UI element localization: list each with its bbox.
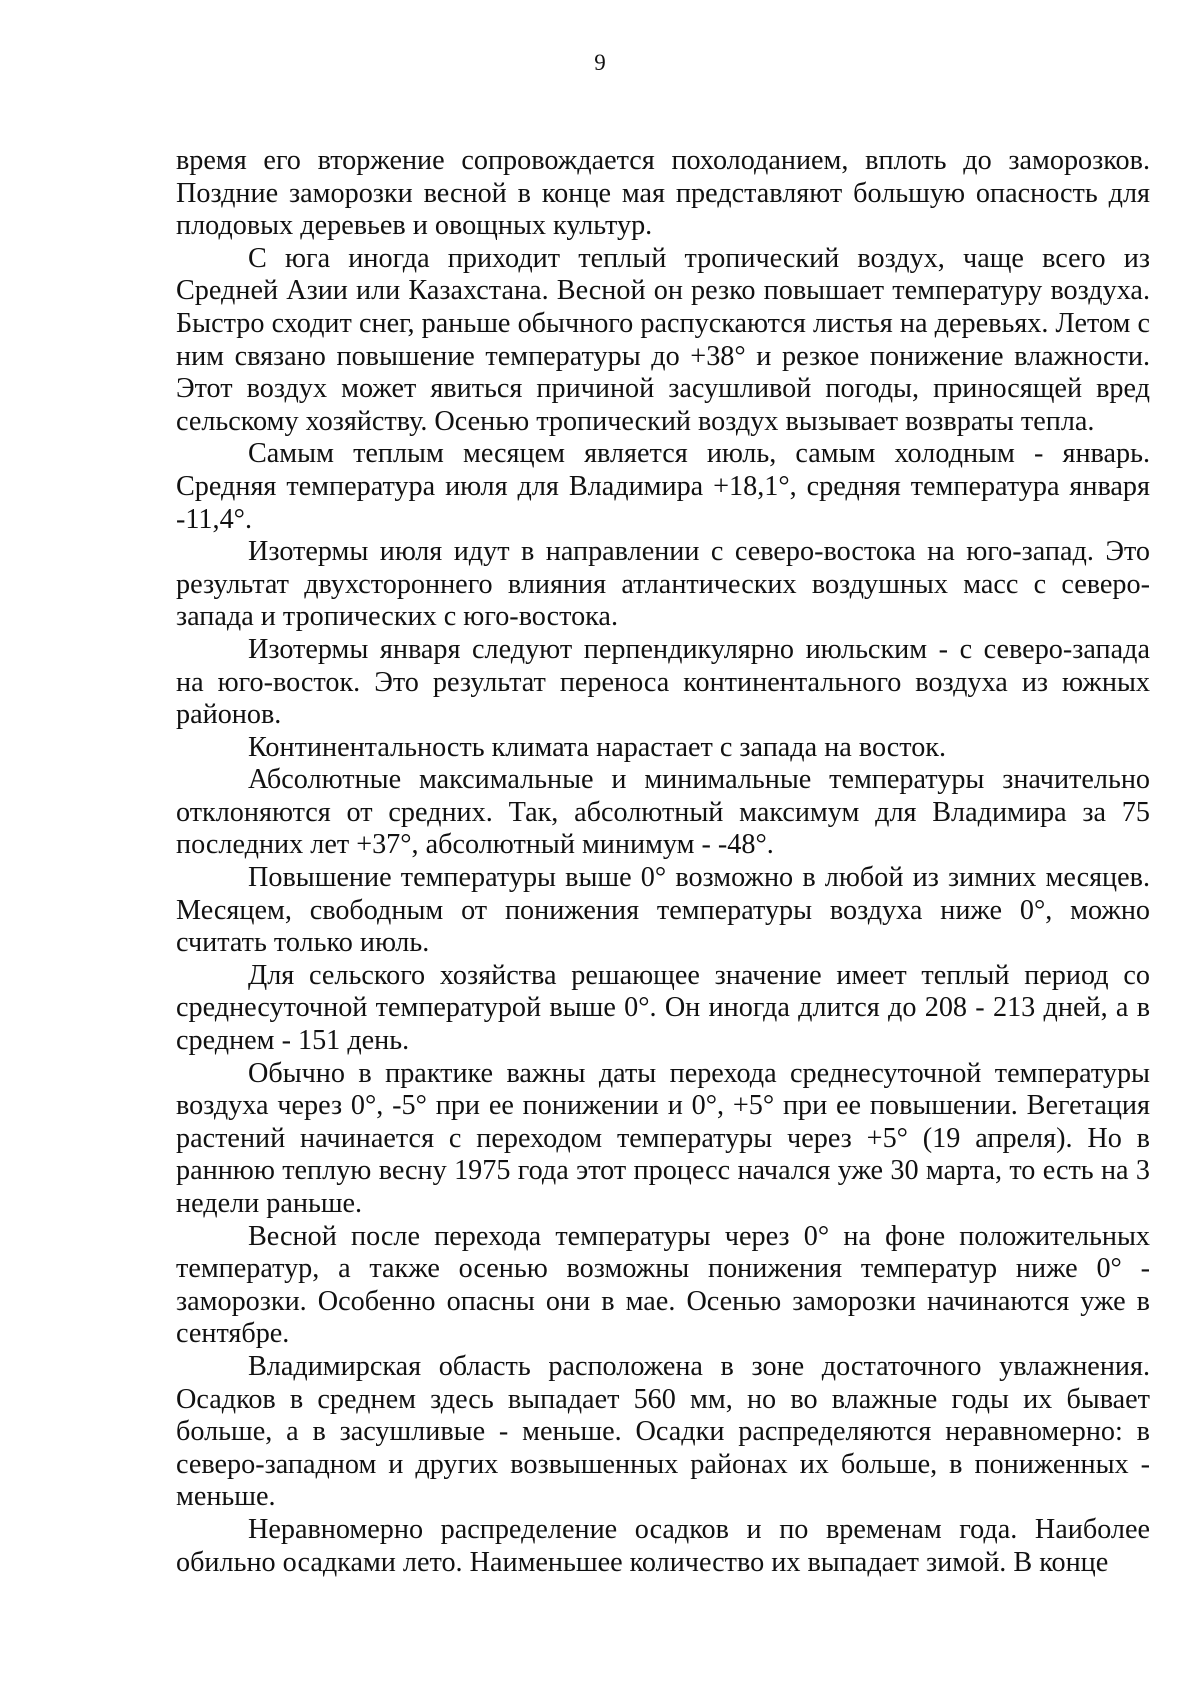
paragraph-winter-thaws: Повышение температуры выше 0° возможно в любой из зимних месяцев. Месяцем, свободным от понижения температуры воздуха ниже 0°, можно считать только июль. (176, 862, 1150, 959)
page-number: 9 (594, 50, 606, 75)
paragraph-tropical-air: С юга иногда приходит теплый тропический воздух, чаще всего из Средней Азии или Казахстана. Весной он резко повышает температуру воздуха. Быстро сходит снег, раньше обычного распускаются листья на деревьях. Летом с ним связано повышение температуры до +38° и резкое понижение влажности. Этот воздух может явиться причиной засушливой погоды, приносящей вред сельскому хозяйству. Осенью тропический воздух вызывает возвраты тепла. (176, 242, 1150, 437)
paragraph-continentality: Континентальность климата нарастает с запада на восток. (248, 731, 947, 763)
paragraph-frosts: Весной после перехода температуры через 0° на фоне положительных температур, а также осенью возможны понижения температур ниже 0° - заморозки. Особенно опасны они в мае. Осенью заморозки начинаются уже в сентябре. (176, 1220, 1150, 1350)
paragraph-warm-period: Для сельского хозяйства решающее значение имеет теплый период со среднесуточной температурой выше 0°. Он иногда длится до 208 - 213 дней, а в среднем - 151 день. (176, 959, 1150, 1057)
paragraph-january-isotherms: Изотермы января следуют перпендикулярно июльским - с северо-запада на юго-восток. Это результат переноса континентального воздуха из южных районов. (176, 633, 1150, 731)
paragraph-absolute-temperatures: Абсолютные максимальные и минимальные температуры значительно отклоняются от средних. Так, абсолютный максимум для Владимира за 75 последних лет +37°, абсолютный минимум - -48°. (176, 764, 1150, 861)
paragraph-july-isotherms: Изотермы июля идут в направлении с северо-востока на юго-запад. Это результат двухстороннего влияния атлантических воздушных масс с северо-запада и тропических с юго-востока. (176, 536, 1150, 633)
paragraph-seasonal-precipitation: Неравномерно распределение осадков и по временам года. Наиболее обильно осадками лето. Наименьшее количество их выпадает зимой. В конце (176, 1513, 1150, 1578)
document-body (176, 145, 1150, 1579)
paragraph-transition-dates: Обычно в практике важны даты перехода среднесуточной температуры воздуха через 0°, -5° при ее понижении и 0°, +5° при ее повышении. Вегетация растений начинается с переходом температуры через +5° (19 апреля). Но в раннюю теплую весну 1975 года этот процесс начался уже 30 марта, то есть на 3 недели раньше. (176, 1057, 1150, 1219)
paragraph-continuation: время его вторжение сопровождается похолоданием, вплоть до заморозков. Поздние заморозки весной в конце мая представляют большую опасность для плодовых деревьев и овощных культур. (176, 145, 1150, 242)
paragraph-precipitation: Владимирская область расположена в зоне достаточного увлажнения. Осадков в среднем здесь выпадает 560 мм, но во влажные годы их бывает больше, а в засушливые - меньше. Осадки распределяются неравномерно: в северо-западном и других возвышенных районах их больше, в пониженных - меньше. (176, 1350, 1150, 1513)
paragraph-warmest-month: Самым теплым месяцем является июль, самым холодным - январь. Средняя температура июля для Владимира +18,1°, средняя температура января -11,4°. (176, 438, 1150, 535)
